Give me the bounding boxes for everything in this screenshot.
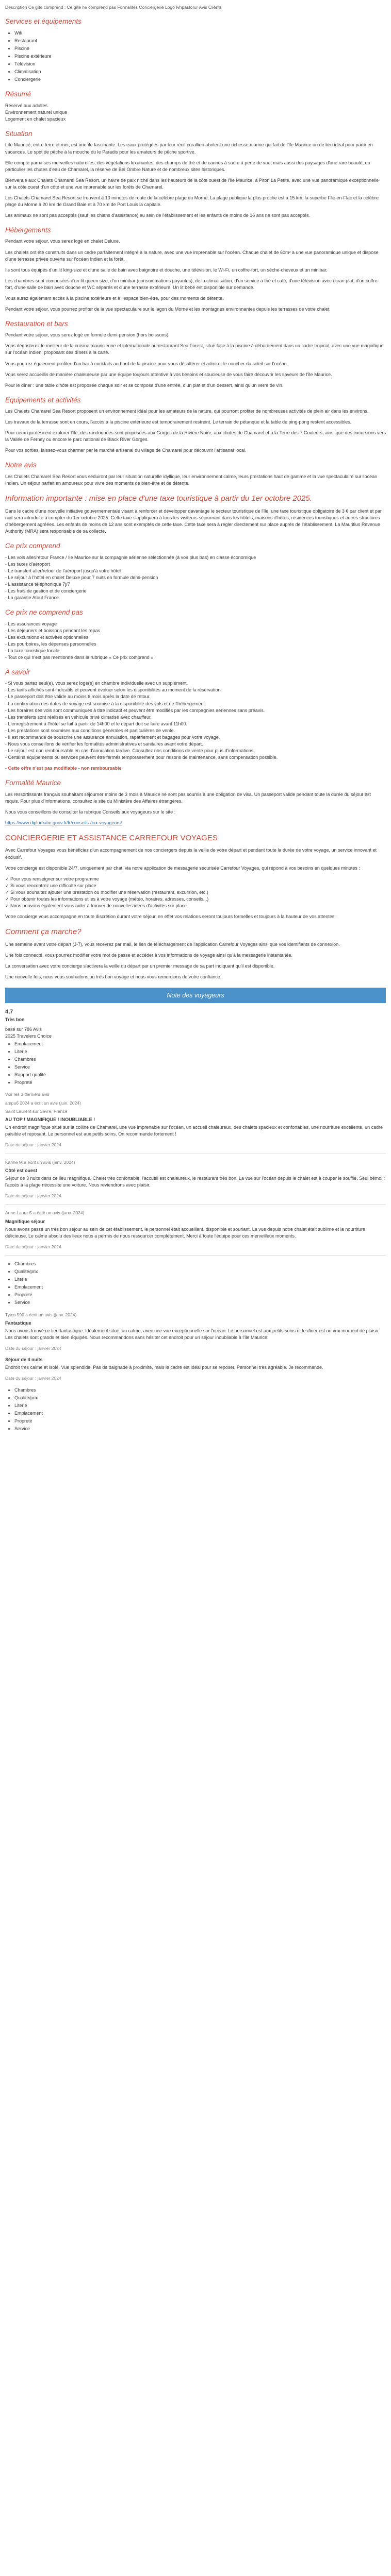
review-title: Magnifique séjour <box>5 1218 45 1224</box>
score-block <box>5 1008 386 1086</box>
notes-bar: Note des voyageurs <box>5 988 386 1003</box>
comment-p3: La conversation avec votre concierge s'activera la veille du départ par un premier message de sa part indiquant qu'il est disponible. <box>5 963 275 969</box>
pas-comprend-item: - La taxe touristique locale <box>5 648 60 653</box>
conciergerie-list <box>5 876 386 909</box>
review-5-date: Date du séjour : janvier 2024 <box>5 1376 61 1381</box>
formalites-lead: Nous vous conseillons de consulter la rubrique Conseils aux voyageurs sur le site : <box>5 809 176 815</box>
review-date: Date du séjour : janvier 2024 <box>5 1193 61 1199</box>
review-4-name: Tytos 590 a écrit un avis (janv. 2024) <box>5 1312 77 1317</box>
avis-title: Notre avis <box>5 461 37 469</box>
hebergement-paragraph: Les chalets ont été construits dans un cadre parfaitement intégré à la nature, avec une vue imprenable sur l'océan. Chaque chalet de 60m² a une vue panoramique unique et dispose d'une terrasse privée ouverte sur l'océan Indien et la forêt. <box>5 249 379 262</box>
review-author: Voir les 3 derniers avis <box>5 1092 50 1097</box>
criteria-item: • Rapport qualité <box>14 1072 386 1078</box>
asavoir-item: - Le passeport doit être valide au moins 6 mois après la date de retour. <box>5 694 151 700</box>
equipement-paragraph: Les Chalets Chamarel Sea Resort proposent un environnement idéal pour les amateurs de la nature, qui pourront profiter de nombreuses activités de plein air dans les environs. <box>5 409 369 414</box>
conciergerie-item: ✓ Si vous souhaitez ajouter une prestation ou modifier une réservation (restaurant, excursion, etc.) <box>5 889 208 895</box>
score-label: Très bon <box>5 1016 25 1022</box>
conciergerie-item: ✓ Pour vous renseigner sur votre programme <box>5 876 99 882</box>
review-title: AU TOP ! MAGNIFIQUE ! INOUBLIABLE ! <box>5 1117 95 1123</box>
restauration-lead: Pendant votre séjour, vous serez logé en formule demi-pension (hors boissons). <box>5 332 170 338</box>
criteria-item: • Emplacement <box>14 1041 386 1047</box>
comprend-item: - La garantie Atout France <box>5 595 59 600</box>
conciergerie-title: CONCIERGERIE ET ASSISTANCE CARREFOUR VOYAGES <box>5 833 218 842</box>
review-divider <box>5 1255 386 1256</box>
comprend-list <box>5 554 386 601</box>
review-5-text: Endroit très calme et isolé. Vue splendide. Pas de baignade à proximité, mais le cadre est idéal pour se reposer. Personnel très agréable. Je recommande. <box>5 1365 323 1370</box>
hebergement-paragraph: Les chambres sont composées d'un lit queen size, d'un minibar (consommations payantes), de la climatisation, d'un service à thé et café, d'une télévision avec écran plat, d'un coffre-fort, d'une salle de bain avec douche et WC séparés et d'une terrasse extérieure. Un lit bébé est disponible sur demande. <box>5 278 379 290</box>
score-based: basé sur 786 Avis <box>5 1026 42 1032</box>
criteria2-list <box>14 1261 386 1306</box>
service-item: • Télévision <box>14 61 386 67</box>
resume-title: Résumé <box>5 90 31 98</box>
review-4-title: Fantastique <box>5 1320 31 1326</box>
situation-paragraph: Les Chalets Chamarel Sea Resort se trouvent à 10 minutes de route de la célèbre plage du Morne. La plage publique la plus proche est à 15 km, la superbe Flic-en-Flac et la célèbre plage du Morne à 20 km de Grand Baie et à 70 km de Port Louis la capitale. <box>5 195 379 207</box>
conciergerie-item: ✓ Pour obtenir toutes les informations utiles à votre voyage (météo, horaires, adresses, conseils...) <box>5 896 209 902</box>
equipements-title: Equipements et activités <box>5 396 81 404</box>
pas-comprend-item: - Les déjeuners et boissons pendant les repas <box>5 628 101 633</box>
review-meta: ampu6 2024 a écrit un avis (juin. 2024) <box>5 1100 81 1106</box>
comprend-item: - Le séjour à l'hôtel en chalet Deluxe pour 7 nuits en formule demi-pension <box>5 574 158 580</box>
asavoir-item: - Les transferts sont réalisés en véhicule privé climatisé avec chauffeur. <box>5 714 152 720</box>
criteria-item: • Service <box>14 1426 386 1432</box>
criteria3-list <box>14 1387 386 1432</box>
score-source: 2025 Travelers Choice <box>5 1033 52 1039</box>
conciergerie-item: ✓ Si vous rencontrez une difficulté sur place <box>5 883 96 888</box>
criteria-item: • Service <box>14 1064 386 1071</box>
restauration-paragraph: Vous serez accueillis de manière chaleureuse par une équipe toujours attentive à vos besoins et soucieuse de vous faire découvrir les saveurs de l'île Maurice. <box>5 371 332 377</box>
info-text: Dans le cadre d'une nouvelle initiative gouvernementale visant à renforcer et développer davantage le secteur touristique de l'île, une taxe touristique obligatoire de 3 € par client et par nuit sera introduite à compter du 1er octobre 2025. Cette taxe s'appliquera à tous les visiteurs séjournant dans les hôtels, maisons d'hôtes, résidences touristiques et autres structures d'hébergement agréées. Les enfants de moins de 12 ans sont exemptés de cette taxe. Cette taxe sera à régler directement sur place auprès de l'établissement. La Mauritius Revenue Authority (MRA) sera responsable de sa collecte. <box>5 508 382 534</box>
review-text: Un endroit magnifique situé sur la colline de Chamarel, une vue imprenable sur l'océan, un accueil chaleureux, des chalets spacieux et confortables, une nourriture excellente, un cadre paisible et reposant. Le personnel est aux petits soins. On recommande fortement ! <box>5 1125 383 1137</box>
situation-paragraph: Bienvenue aux Chalets Chamarel Sea Resort, un havre de paix niché dans les hauteurs de la côte ouest de l'île Maurice, à Piton La Petite, avec une vue panoramique exceptionnelle sur la côte ouest d'un côté et une vue imprenable sur les forêts de Chamarel. <box>5 177 379 190</box>
review-text: Séjour de 3 nuits dans ce lieu magnifique. Chalet très confortable, l'accueil est chaleureux, le restaurant très bon. La vue sur l'océan depuis le chalet est à couper le souffle. Seul bémol : l'accès à la plage nécessite une voiture. Nous reviendrons avec plaisir. <box>5 1176 385 1188</box>
resume-lines <box>5 103 386 123</box>
intro-text: Description Ce gîte comprend : Ce gîte ne comprend pas Formalités Conciergerie Logo Ivhpastorur Avis Clients <box>5 5 222 10</box>
service-item: • Climatisation <box>14 69 386 75</box>
equipement-paragraph: Les travaux de la terrasse sont en cours, l'accès à la piscine extérieure est temporairement restreint. Le terrain de pétanque et la table de ping-pong restent accessibles. <box>5 419 352 425</box>
formalites-link[interactable]: https://www.diplomatie.gouv.fr/fr/conseils-aux-voyageurs/ <box>5 820 122 825</box>
restauration-paragraph: Vous pourrez également profiter d'un bar à cocktails au bord de la piscine pour vous désaltérer et admirer le coucher du soleil sur l'océan. <box>5 361 288 366</box>
restauration-paragraph: Pour le dîner : une table d'hôte est proposée chaque soir et se compose d'une entrée, d'un plat et d'un dessert, ainsi qu'un verre de vin. <box>5 382 284 388</box>
asavoir-item: - Les horaires des vols sont communiqués à titre indicatif et peuvent être modifiés par les compagnies aériennes sans préavis. <box>5 707 265 713</box>
pas-comprend-list <box>5 621 386 661</box>
criteria-item: • Qualité/prix <box>14 1395 386 1401</box>
services-list <box>14 30 386 83</box>
hebergement-paragraph: Pendant votre séjour, vous pourrez profiter de la vue spectaculaire sur le lagon du Morne et les montagnes environnantes depuis les terrasses de votre chalet. <box>5 306 331 312</box>
conciergerie-p3: Votre concierge vous accompagne en toute discrétion durant votre séjour, en effet vos relations seront toujours formelles et toujours à la hauteur de vos attentes. <box>5 913 336 919</box>
equipement-paragraph: Pour ceux qui désirent explorer l'île, des randonnées sont proposées aux Gorges de la Rivière Noire, aux chutes de Chamarel et à la Terre des 7 Couleurs, ainsi que des excursions vers la Vallée de Ferney ou encore le parc national de Black River Gorges. <box>5 430 386 443</box>
criteria-item: • Chambres <box>14 1056 386 1063</box>
criteria-item: • Propreté <box>14 1292 386 1298</box>
resume-line: Environnement naturel unique <box>5 109 68 115</box>
asavoir-item: - Nous vous conseillons de vérifier les formalités administratives et sanitaires avant votre départ. <box>5 741 203 747</box>
formalites-title: Formalité Maurice <box>5 778 61 787</box>
criteria-item: • Propreté <box>14 1079 386 1086</box>
restauration-title: Restauration et bars <box>5 319 68 328</box>
resume-line: Logement en chalet spacieux <box>5 116 66 122</box>
situation-paragraph: Les animaux ne sont pas acceptés (sauf les chiens d'assistance) au sein de l'établissement et les enfants de moins de 16 ans ne sont pas acceptés. <box>5 212 311 218</box>
service-item: • Restaurant <box>14 38 386 44</box>
asavoir-item: - Les tarifs affichés sont indicatifs et peuvent évoluer selon les disponibilités au moment de la réservation. <box>5 687 222 693</box>
criteria-item: • Propreté <box>14 1418 386 1425</box>
review-item <box>5 1091 386 1148</box>
review-location: Saint Laurent sur Sèvre, France <box>5 1108 68 1114</box>
review-date: Date du séjour : janvier 2024 <box>5 1244 61 1249</box>
situation-paragraph: Life Mauricé, entre terre et mer, est une île fascinante. Les eaux protégées par leur récif corallien abritent une richesse marine qui fait de l'île Maurice un de lieu idéal pour partir en vacances. Le spot de pêche à la mouche du le Paradis pour les amateurs de pêche sportive. <box>5 142 373 155</box>
hebergements-body <box>5 249 386 313</box>
info-title: Information importante : mise en place d'une taxe touristique à partir du 1er octobre 2025. <box>5 494 312 503</box>
conciergerie-item: ✓ Nous pouvons également vous aider à trouver de nouvelles idées d'activités sur place <box>5 903 187 908</box>
pas-comprend-title: Ce prix ne comprend pas <box>5 608 83 616</box>
criteria-item: • Literie <box>14 1048 386 1055</box>
criteria-item: • Qualité/prix <box>14 1268 386 1275</box>
service-item: • Piscine <box>14 45 386 52</box>
service-item: • Conciergerie <box>14 76 386 83</box>
hebergement-paragraph: Ils sont tous équipés d'un lit king-size et d'une salle de bain avec baignoire et douche, une télévision, le Wi-Fi, un coffre-fort, un sèche-cheveux et un minibar. <box>5 267 328 273</box>
review-author: Anne Laure S a écrit un avis (janv. 2024) <box>5 1210 85 1216</box>
asavoir-item: - L'enregistrement à l'hôtel se fait à partir de 14h00 et le départ doit se faire avant 11h00. <box>5 721 187 726</box>
comprend-title: Ce prix comprend <box>5 542 60 550</box>
comment-p4: Une nouvelle fois, nous vous souhaitons un très bon voyage et nous vous remercions de votre confiance. <box>5 974 222 979</box>
comment-title: Comment ça marche? <box>5 927 82 936</box>
asavoir-item: - Si vous partez seul(e), vous serez logé(e) en chambre individuelle avec un supplément. <box>5 681 188 686</box>
pas-comprend-item: - Les excursions et activités optionnelles <box>5 634 89 640</box>
comprend-item: - L'assistance téléphonique 7j/7 <box>5 581 70 587</box>
review-text: Nous avons passé un très bon séjour au sein de cet établissement, le personnel était accueillant, disponible et souriant. La vue depuis notre chalet était sublime et la nourriture délicieuse. Le calme absolu des lieux nous a permis de nous ressourcer complètement. Merci à toute l'équipe pour ces merveilleux moments. <box>5 1226 365 1239</box>
pas-comprend-item: - Les pourboires, les dépenses personnelles <box>5 641 96 647</box>
review-author: Karine M a écrit un avis (janv. 2024) <box>5 1159 75 1165</box>
resume-line: Réservé aux adultes <box>5 103 48 108</box>
hebergements-title: Hébergements <box>5 226 51 234</box>
asavoir-item: - Le séjour est non remboursable en cas d'annulation tardive. Consultez nos conditions de vente pour plus d'informations. <box>5 748 255 753</box>
pas-comprend-item: - Les assurances voyage <box>5 621 57 626</box>
comprend-item: - Les taxes d'aéroport <box>5 561 50 567</box>
service-item: • Piscine extérieure <box>14 53 386 60</box>
review-title: Côté est ouest <box>5 1168 38 1174</box>
reviews-list <box>5 1091 386 1256</box>
review-4 <box>5 1312 386 1352</box>
criteria-item: • Literie <box>14 1402 386 1409</box>
situation-title: Situation <box>5 129 32 138</box>
criteria-list <box>14 1041 386 1086</box>
conciergerie-p1: Avec Carrefour Voyages vous bénéficiez d'un accompagnement de nos conciergers depuis la veille de votre départ et pendant toute la durée de votre voyage, un service innovant et exclusif. <box>5 848 377 860</box>
criteria-item: • Literie <box>14 1276 386 1283</box>
hebergement-paragraph: Vous aurez également accès à la piscine extérieure et à l'espace bien-être, pour des moments de détente. <box>5 295 224 301</box>
asavoir-item: - Il est recommandé de souscrire une assurance annulation, rapatriement et bagages pour votre voyage. <box>5 734 220 740</box>
avis-text: Les Chalets Chamarel Sea Resort vous séduiront par leur situation naturelle idyllique, leur environnement calme, leurs prestations haut de gamme et la vue spectaculaire sur l'océan Indien. Un séjour parfait en amoureux pour vivre des moments de bien-être et de détente. <box>5 474 378 486</box>
conciergerie-p2: Votre concierge est disponible 24/7, uniquement par chat, via notre application de messagerie sécurisée Carrefour Voyages, qui répond à vos besoins en quelques minutes : <box>5 865 360 871</box>
asavoir-item: - La confirmation des dates de voyage est soumise à la disponibilité des vols et de l'hébergement. <box>5 701 206 706</box>
comprend-item: - Les vols aller/retour France / Ile Maurice sur la compagnie aérienne sélectionnée (à voir plus bas) en classe économique <box>5 554 256 560</box>
situation-paragraph: Elle compte parmi ses merveilles naturelles, des végétations luxuriantes, des champs de thé et de cannes à sucre à perte de vue, mais aussi des paysages d'une rare beauté, en particulier les chutes d'eau de Chamarel, la réserve de Bel Ombre Nature et de nombreux sites historiques. <box>5 160 370 172</box>
equipement-paragraph: Pour vos sorties, laissez-vous charmer par le marché artisanal du village de Chamarel pour découvrir l'artisanat local. <box>5 448 247 453</box>
services-title: Services et équipements <box>5 18 82 26</box>
review-5-name: Séjour de 4 nuits <box>5 1357 43 1363</box>
service-item: • Wifi <box>14 30 386 37</box>
review-item <box>5 1159 386 1199</box>
review-4-date: Date du séjour : janvier 2024 <box>5 1345 61 1351</box>
comprend-item: - Les frais de gestion et de conciergerie <box>5 588 87 594</box>
criteria-item: • Emplacement <box>14 1410 386 1417</box>
comment-p1: Une semaine avant votre départ (J-7), vous recevrez par mail, le lien de téléchargement de l'application Carrefour Voyages ainsi que vos identifiants de connexion. <box>5 941 340 947</box>
criteria-item: • Chambres <box>14 1387 386 1394</box>
review-divider <box>5 1204 386 1205</box>
formalites-text: Les ressortissants français souhaitant séjourner moins de 3 mois à Maurice ne sont pas soumis à une obligation de visa. Un passeport valide pendant toute la durée du séjour est requis. Pour plus d'informations, consultez le site du Ministère des Affaires étrangères. <box>5 791 371 804</box>
review-date: Date du séjour : janvier 2024 <box>5 1142 61 1148</box>
equipements-body <box>5 408 386 454</box>
criteria-item: • Service <box>14 1299 386 1306</box>
asavoir-item: - Les prestations sont soumises aux conditions générales et particulières de vente. <box>5 727 175 733</box>
asavoir-note: - Cette offre n'est pas modifiable - non remboursable <box>5 765 122 771</box>
review-5 <box>5 1357 386 1381</box>
asavoir-list <box>5 680 386 761</box>
comprend-item: - Le transfert aller/retour de l'aéroport jusqu'à votre hôtel <box>5 568 121 573</box>
review-item <box>5 1210 386 1250</box>
pas-comprend-item: - Tout ce qui n'est pas mentionné dans la rubrique « Ce prix comprend » <box>5 654 154 660</box>
restauration-paragraph: Vous dégusterez le meilleur de la cuisine mauricienne et internationale au restaurant Sea Forest, situé face à la piscine à débordement dans un cadre tropical, avec une vue magnifique sur l'océan Indien, proposant des dîners à la carte. <box>5 343 384 355</box>
criteria-item: • Chambres <box>14 1261 386 1267</box>
asavoir-title: A savoir <box>5 668 30 676</box>
asavoir-item: - Certains équipements ou services peuvent être fermés temporairement pour raisons de maintenance, sans compensation possible. <box>5 754 278 760</box>
score-value: 4,7 <box>5 1008 13 1015</box>
hebergements-lead: Pendant votre séjour, vous serez logé en chalet Deluxe. <box>5 239 120 244</box>
restauration-body <box>5 343 386 388</box>
situation-body <box>5 142 386 218</box>
review-4-text: Nous avons trouvé ce lieu fantastique. Idéalement situé, au calme, avec une vue exceptionnelle sur l'océan. Le personnel est aux petits soins et le dîner est un vrai moment de plaisir. Les chalets sont grands et bien équipés. Nous recommandons sans hésiter cet endroit pour un séjour inoubliable à l'île Maurice. <box>5 1328 380 1340</box>
comment-p2: Une fois connecté, vous pourrez modifier votre mot de passe et accéder à vos informations de voyage ainsi qu'à la messagerie instantanée. <box>5 952 293 958</box>
criteria-item: • Emplacement <box>14 1284 386 1291</box>
